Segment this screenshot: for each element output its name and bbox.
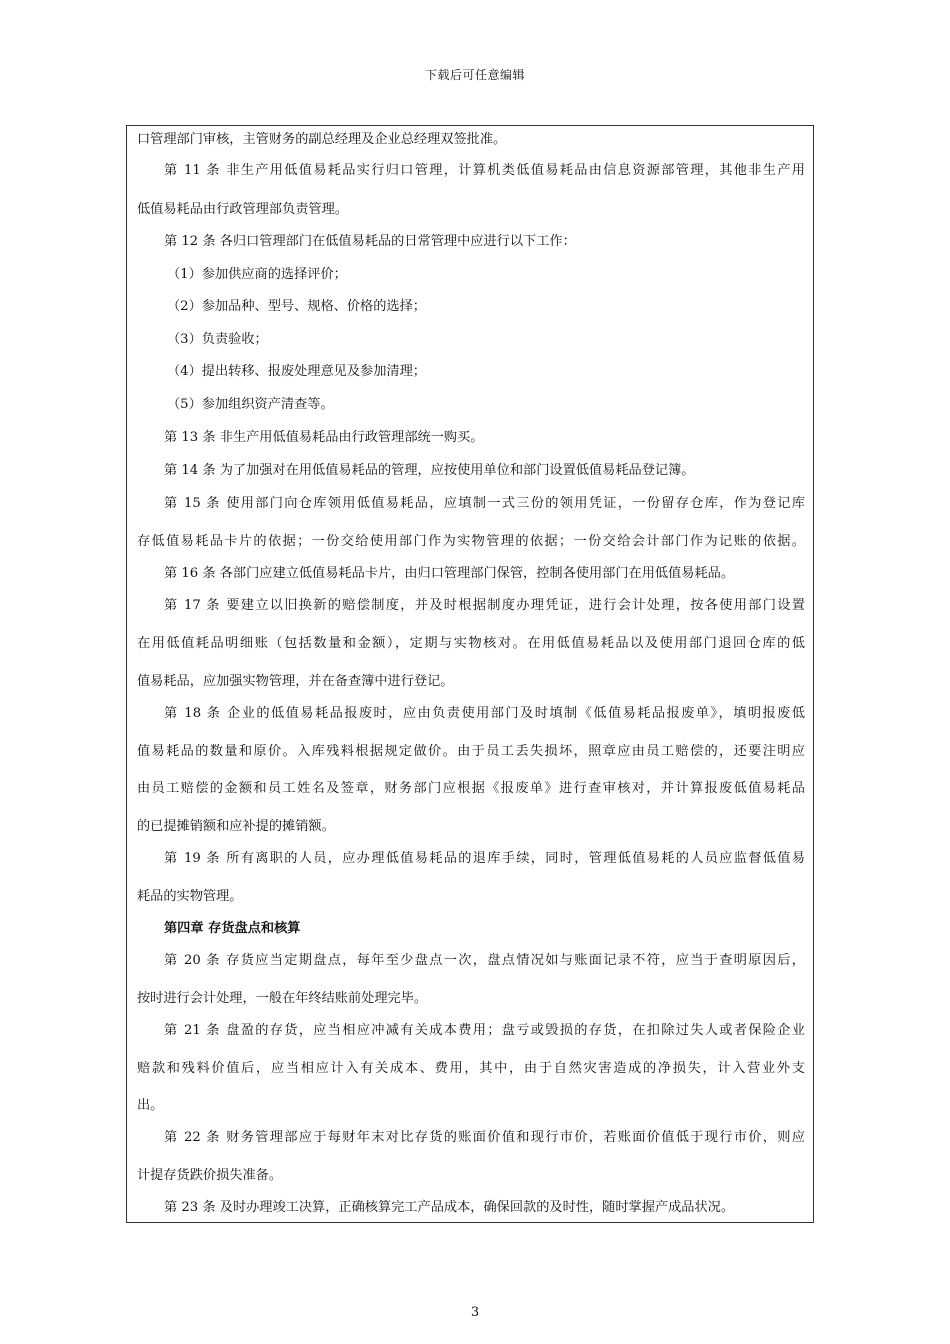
text-line: 耗品的实物管理。	[137, 889, 243, 904]
article-12-line-1: 第 12 条 各归口管理部门在低值易耗品的日常管理中应进行以下工作：	[164, 234, 576, 249]
text-line: 的已提摊销额和应补提的摊销额。	[137, 819, 335, 834]
article-19-line-1: 第 19 条 所有离职的人员，应办理低值易耗品的退库手续，同时，管理低值易耗的人员应监督低值易	[164, 851, 805, 866]
article-20-line-1: 第 20 条 存货应当定期盘点，每年至少盘点一次，盘点情况如与账面记录不符，应当于查明原因后，	[164, 953, 805, 968]
content-frame	[126, 125, 814, 1223]
text-line: 值易耗品，应加强实物管理，并在备查簿中进行登记。	[137, 674, 454, 689]
article-15-line-1: 第 15 条 使用部门向仓库领用低值易耗品，应填制一式三份的领用凭证，一份留存仓库，作为登记库	[164, 496, 805, 511]
article-13-line-1: 第 13 条 非生产用低值易耗品由行政管理部统一购买。	[164, 430, 484, 445]
text-line: 由员工赔偿的金额和员工姓名及签章，财务部门应根据《报废单》进行查审核对，并计算报废低值易耗品	[137, 781, 805, 796]
text-line: 按时进行会计处理，一般在年终结账前处理完毕。	[137, 991, 428, 1006]
article-14-line-1: 第 14 条 为了加强对在用低值易耗品的管理，应按使用单位和部门设置低值易耗品登记簿。	[164, 463, 695, 478]
article-11-line-1: 第 11 条 非生产用低值易耗品实行归口管理，计算机类低值易耗品由信息资源部管理，其他非生产用	[164, 163, 805, 178]
article-22-line-1: 第 22 条 财务管理部应于每财年末对比存货的账面价值和现行市价，若账面价值低于现行市价，则应	[164, 1130, 805, 1145]
article-16-line-1: 第 16 条 各部门应建立低值易耗品卡片，由归口管理部门保管，控制各使用部门在用低值易耗品。	[164, 566, 735, 581]
text-line: 在用低值耗品明细账（包括数量和金额），定期与实物核对。在用低值易耗品以及使用部门退回仓库的低	[137, 636, 805, 651]
list-item: （1）参加供应商的选择评价；	[167, 267, 347, 282]
list-item: （4）提出转移、报废处理意见及参加清理；	[167, 364, 426, 379]
article-21-line-1: 第 21 条 盘盈的存货，应当相应冲减有关成本费用；盘亏或毁损的存货，在扣除过失人或者保险企业	[164, 1023, 805, 1038]
article-18-line-1: 第 18 条 企业的低值易耗品报废时，应由负责使用部门及时填制《低值易耗品报废单》，填明报废低	[164, 706, 805, 721]
text-line: 存低值易耗品卡片的依据；一份交给使用部门作为实物管理的依据；一份交给会计部门作为记账的依据。	[137, 534, 805, 549]
chapter-heading: 第四章 存货盘点和核算	[164, 921, 301, 936]
list-item: （3）负责验收；	[167, 332, 268, 347]
list-item: （2）参加品种、型号、规格、价格的选择；	[167, 299, 426, 314]
text-line: 出。	[137, 1098, 164, 1113]
text-line: 赔款和残料价值后，应当相应计入有关成本、费用，其中，由于自然灾害造成的净损失，计入营业外支	[137, 1061, 805, 1076]
article-17-line-1: 第 17 条 要建立以旧换新的赔偿制度，并及时根据制度办理凭证，进行会计处理，按各使用部门设置	[164, 598, 805, 613]
text-line: 值易耗品的数量和原价。入库残料根据规定做价。由于员工丢失损坏，照章应由员工赔偿的，还要注明应	[137, 744, 805, 759]
text-line: 低值易耗品由行政管理部负责管理。	[137, 202, 348, 217]
text-line: 计提存货跌价损失准备。	[137, 1168, 283, 1183]
page-number: 3	[470, 1305, 480, 1320]
article-23-line-1: 第 23 条 及时办理竣工决算，正确核算完工产品成本，确保回款的及时性，随时掌握产成品状况。	[164, 1200, 735, 1215]
list-item: （5）参加组织资产清查等。	[167, 397, 334, 412]
page-header: 下载后可任意编辑	[424, 68, 525, 82]
text-line: 口管理部门审核，主管财务的副总经理及企业总经理双签批准。	[137, 132, 507, 147]
